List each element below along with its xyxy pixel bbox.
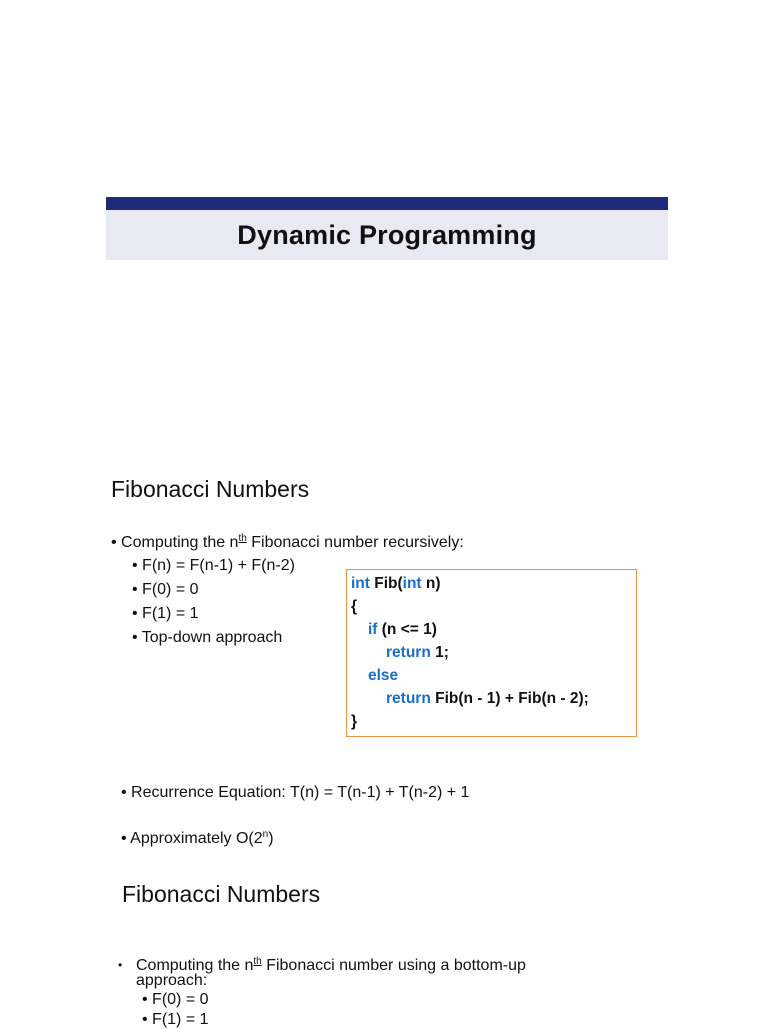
section1-bullet [111,533,464,552]
section1-sub-item: • Top-down approach [132,629,283,646]
bullet-marker: • [118,958,123,972]
page-title: Dynamic Programming [237,219,537,250]
code-keyword: else [368,667,399,684]
approximation-bullet [121,829,274,848]
code-line-3 [368,621,437,639]
bullet-text-pre: • Computing the n [111,534,239,551]
code-text: Fib(n - 1) + Fib(n - 2); [430,690,589,707]
code-text: (n <= 1) [377,621,437,638]
bullet-text-post: Fibonacci number recursively: [246,534,464,551]
title-band [106,210,668,260]
title-accent-bar [106,197,668,210]
section1-heading: Fibonacci Numbers [111,476,310,502]
code-keyword: int [402,575,422,592]
code-line-6 [386,690,589,708]
code-text: n) [421,575,441,592]
approx-text-post: ) [268,830,274,847]
section2-sub-item: • F(1) = 1 [142,1011,209,1028]
section1-sub-item: • F(n) = F(n-1) + F(n-2) [132,557,295,574]
section2-sub-item: • F(0) = 0 [142,991,209,1008]
approx-superscript: n [262,829,269,840]
code-keyword: int [351,575,370,592]
bullet-superscript: th [238,533,247,544]
code-line-1 [351,575,441,593]
code-text: 1; [430,644,449,661]
section1-sub-item: • F(1) = 1 [132,605,199,622]
bullet-superscript: th [253,956,262,967]
section2-bullet-continuation: approach: [136,972,208,989]
recurrence-bullet: • Recurrence Equation: T(n) = T(n-1) + T(n-2) + 1 [121,784,470,801]
code-line-7: } [351,713,358,730]
bullet-text-post: Fibonacci number using a bottom-up [261,957,526,974]
code-text: Fib( [369,575,403,592]
code-line-5 [368,667,398,685]
code-line-2: { [351,598,358,615]
code-keyword: if [368,621,378,638]
code-keyword: return [386,644,431,661]
code-line-4 [386,644,449,662]
section2-heading: Fibonacci Numbers [122,881,321,907]
approx-text-pre: • Approximately O(2 [121,830,263,847]
section1-sub-item: • F(0) = 0 [132,581,199,598]
code-keyword: return [386,690,431,707]
bullet-text-pre: Computing the n [136,957,254,974]
